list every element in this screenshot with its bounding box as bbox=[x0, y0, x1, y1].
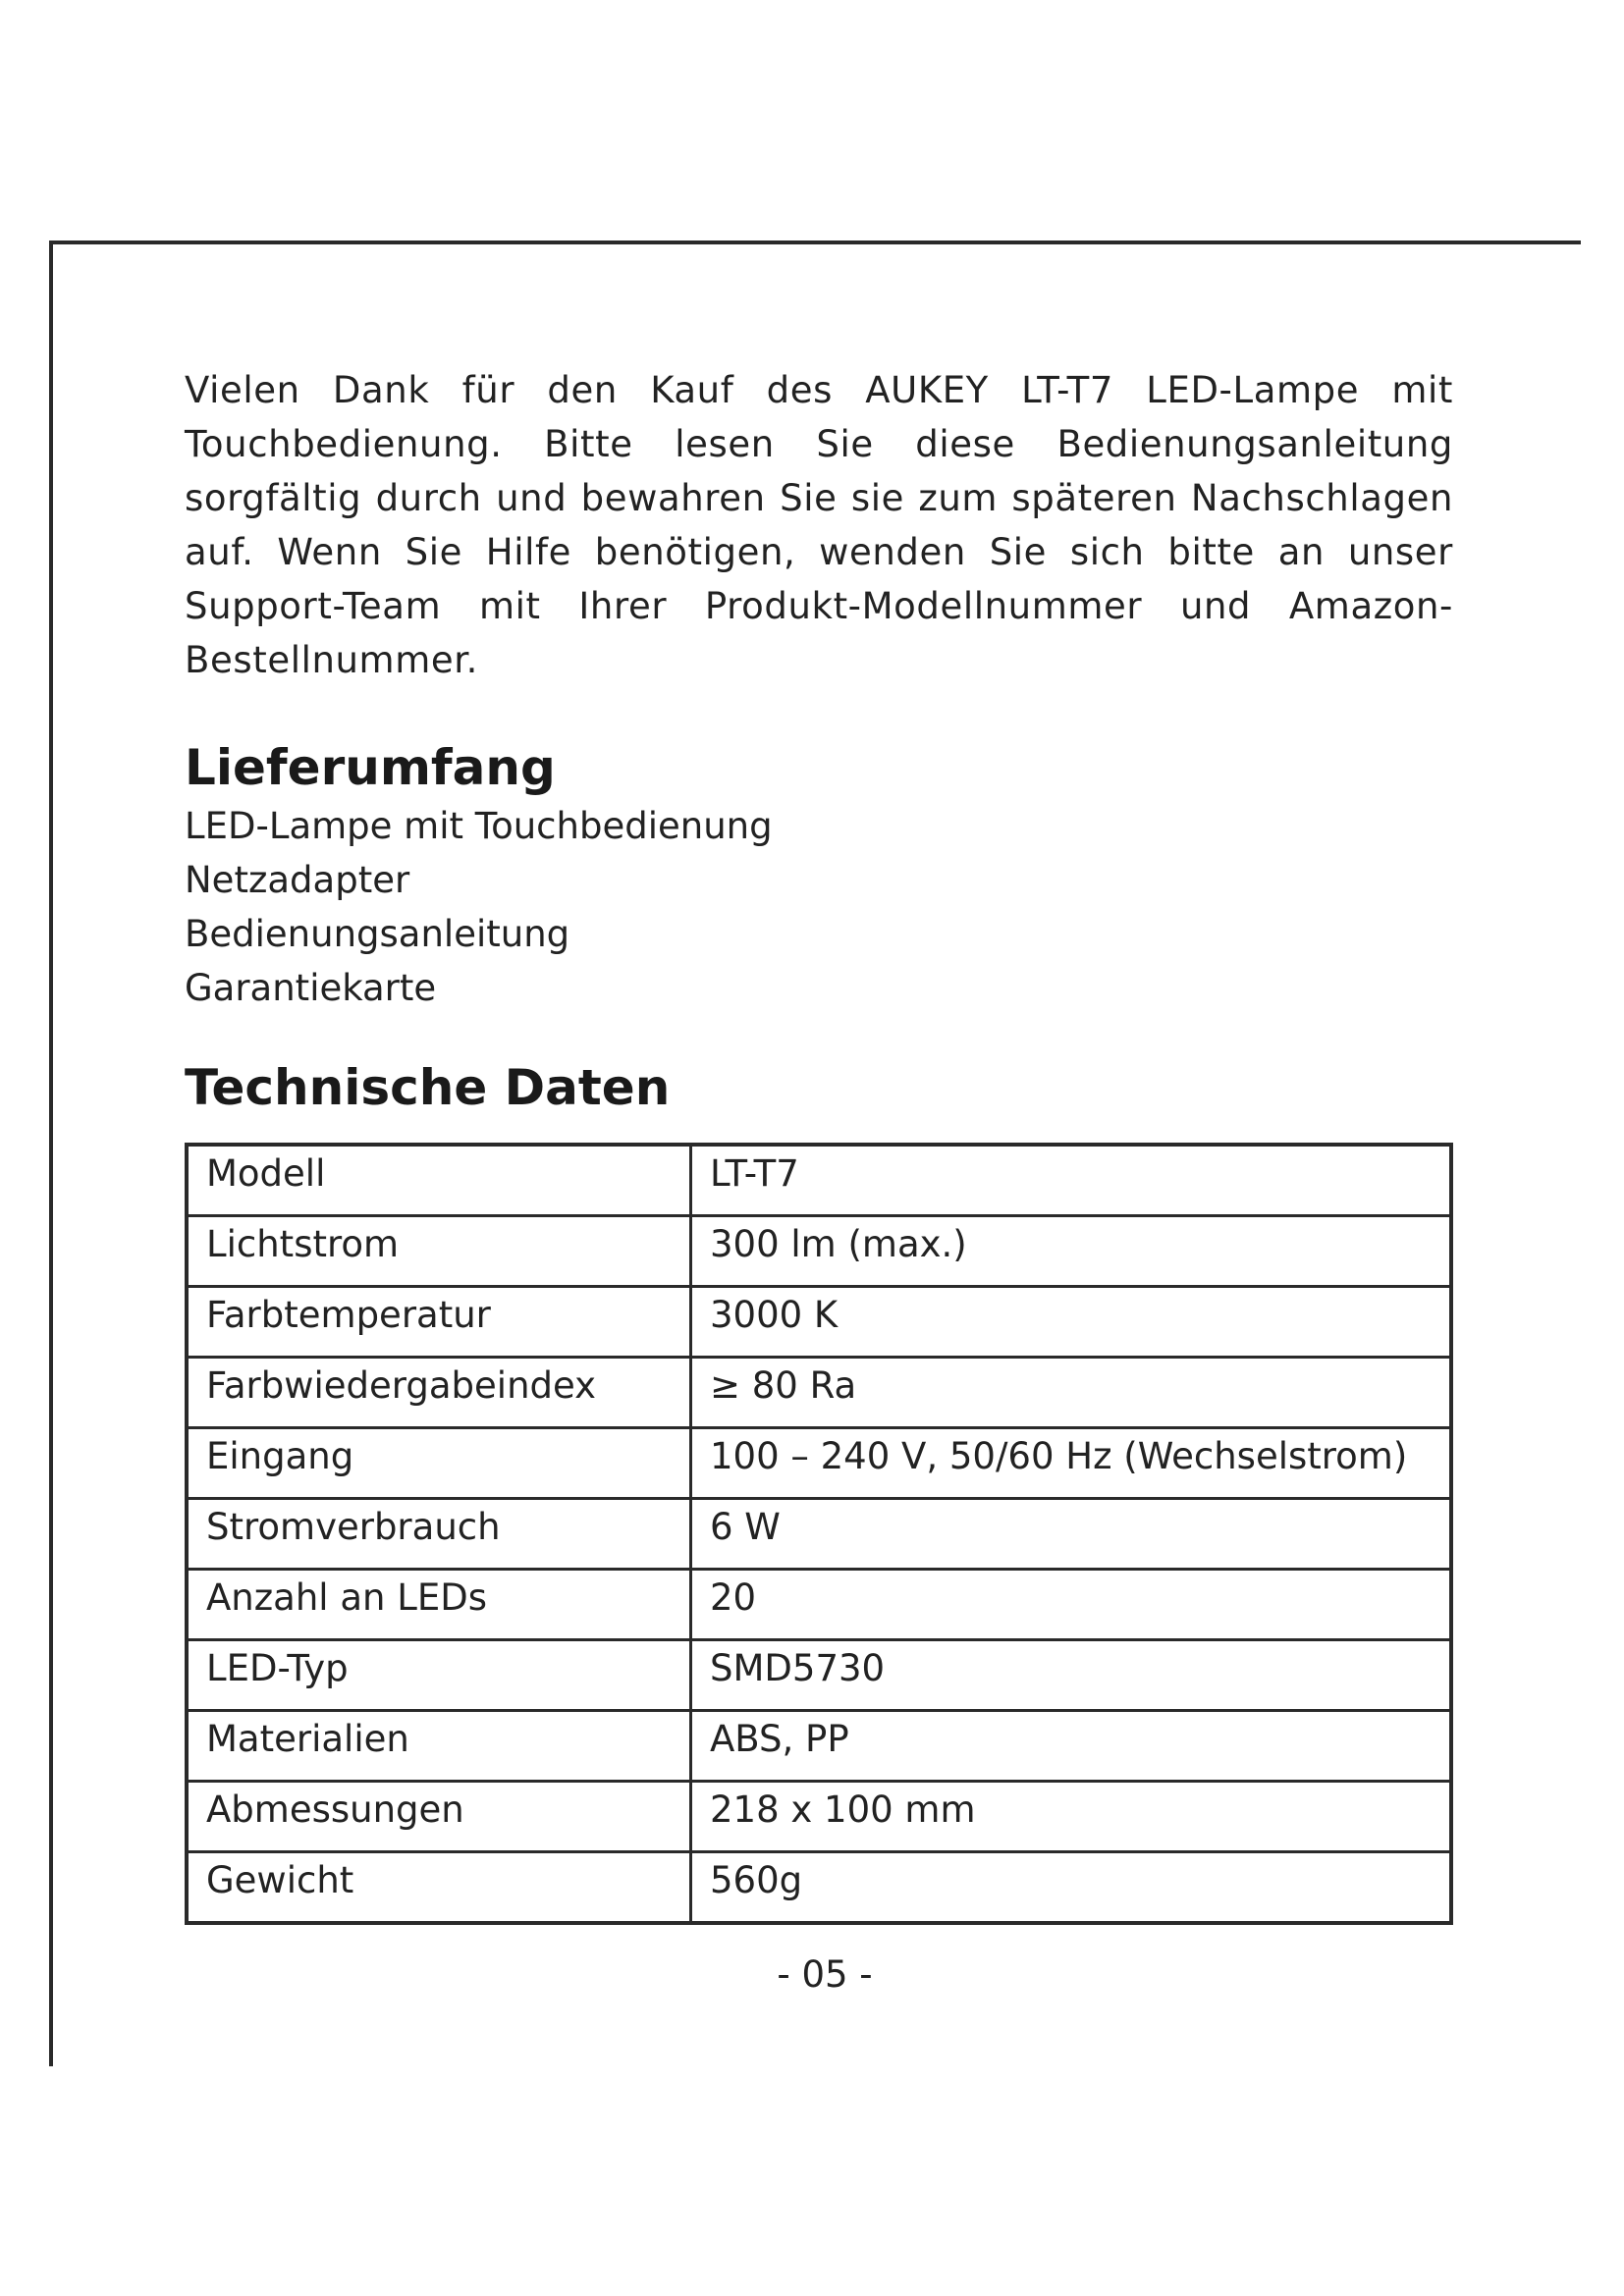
table-row bbox=[187, 1570, 1451, 1640]
spec-value: 3000 K bbox=[691, 1287, 1452, 1358]
specs-heading: Technische Daten bbox=[185, 1059, 671, 1116]
spec-label: Materialien bbox=[187, 1711, 691, 1782]
contents-list bbox=[185, 799, 1453, 1015]
spec-label: Lichtstrom bbox=[187, 1216, 691, 1287]
table-row bbox=[187, 1852, 1451, 1924]
contents-heading: Lieferumfang bbox=[185, 739, 556, 796]
spec-value: ABS, PP bbox=[691, 1711, 1452, 1782]
spec-value: 20 bbox=[691, 1570, 1452, 1640]
specs-table bbox=[185, 1143, 1453, 1925]
spec-value: SMD5730 bbox=[691, 1640, 1452, 1711]
spec-value: ≥ 80 Ra bbox=[691, 1358, 1452, 1428]
table-row bbox=[187, 1499, 1451, 1570]
spec-label: Stromverbrauch bbox=[187, 1499, 691, 1570]
table-row bbox=[187, 1145, 1451, 1216]
contents-item: Netzadapter bbox=[185, 859, 410, 901]
spec-label: Eingang bbox=[187, 1428, 691, 1499]
table-row bbox=[187, 1358, 1451, 1428]
table-row bbox=[187, 1428, 1451, 1499]
page-frame-left-rule bbox=[49, 240, 53, 2066]
page-frame-top-rule bbox=[49, 240, 1581, 244]
table-row bbox=[187, 1216, 1451, 1287]
table-row bbox=[187, 1782, 1451, 1852]
page-number: - 05 - bbox=[777, 1953, 873, 1996]
spec-label: Farbwiedergabeindex bbox=[187, 1358, 691, 1428]
spec-label: Farbtemperatur bbox=[187, 1287, 691, 1358]
spec-value: 6 W bbox=[691, 1499, 1452, 1570]
table-row bbox=[187, 1640, 1451, 1711]
spec-label: Modell bbox=[187, 1145, 691, 1216]
spec-label: Abmessungen bbox=[187, 1782, 691, 1852]
page-content bbox=[185, 363, 1453, 1925]
contents-item: Garantiekarte bbox=[185, 967, 437, 1009]
spec-value: 100 – 240 V, 50/60 Hz (Wechselstrom) bbox=[691, 1428, 1452, 1499]
spec-label: Anzahl an LEDs bbox=[187, 1570, 691, 1640]
spec-value: LT-T7 bbox=[691, 1145, 1452, 1216]
contents-item: Bedienungsanleitung bbox=[185, 913, 570, 955]
spec-label: LED-Typ bbox=[187, 1640, 691, 1711]
spec-value: 218 x 100 mm bbox=[691, 1782, 1452, 1852]
spec-label: Gewicht bbox=[187, 1852, 691, 1924]
intro-paragraph: Vielen Dank für den Kauf des AUKEY LT-T7 LED-Lampe mit Touchbedienung. Bitte lesen Sie diese Bedienungsanleitung sorgfältig durch und bewahren Sie sie zum späteren Nachschlagen auf. Wenn Sie Hilfe benötigen, wenden Sie sich bitte an unser Support-Team mit Ihrer Produkt-Modellnummer und Amazon-Bestellnummer. bbox=[185, 369, 1453, 681]
spec-value: 560g bbox=[691, 1852, 1452, 1924]
table-row bbox=[187, 1287, 1451, 1358]
spec-value: 300 lm (max.) bbox=[691, 1216, 1452, 1287]
table-row bbox=[187, 1711, 1451, 1782]
contents-item: LED-Lampe mit Touchbedienung bbox=[185, 805, 773, 847]
